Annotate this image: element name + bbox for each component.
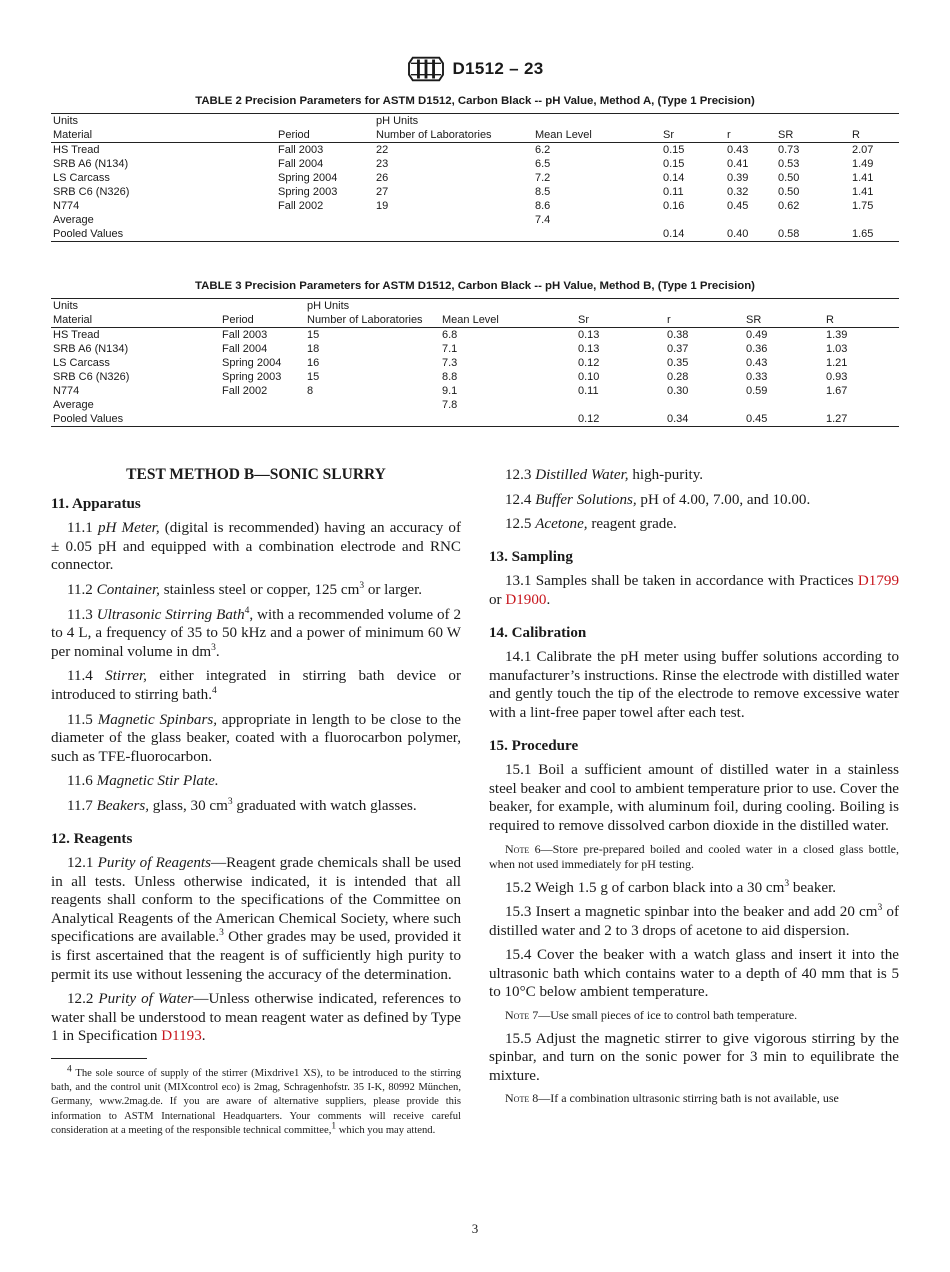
table-cell [374, 227, 533, 242]
table-cell [850, 114, 899, 129]
table-cell: 0.35 [667, 357, 689, 369]
table-cell: HS Tread [53, 329, 100, 341]
table-cell: 8.6 [535, 200, 551, 212]
heading-12: 12. Reagents [51, 830, 133, 847]
table-cell: 0.40 [727, 228, 749, 240]
table-cell [305, 398, 440, 412]
para-15-2: 15.2 Weigh 1.5 g of carbon black into a 30 $cm^3$ beaker. [505, 878, 837, 896]
table-cell: 0.37 [667, 343, 689, 355]
table-cell [661, 213, 725, 227]
heading-13: 13. Sampling [489, 548, 573, 565]
table-cell: SRB C6 (N326) [53, 371, 130, 383]
table-cell: 0.14 [663, 228, 685, 240]
table-cell [440, 412, 576, 427]
table-cell: 15 [307, 329, 320, 341]
table-cell [276, 114, 374, 129]
table-cell: 6.8 [442, 329, 458, 341]
table-cell: Units [53, 300, 79, 312]
table-cell: 0.45 [746, 413, 768, 425]
para-15-4: 15.4 Cover the beaker with a watch glass and insert it into the ultrasonic bath which contains water to a depth of 40 mm that is 5 to 10°C below ambient temperature. [489, 947, 899, 1001]
para-11-1: 11.1 pH Meter, (digital is recommended) having an accuracy of ± 0.05 pH and equipped with a combination electrode and RNC connector. [51, 520, 461, 574]
para-11-3: 11.3 Ultrasonic Stirring Bath$^4$, with a recommended volume of 2 to 4 L, a frequency of 35 to 50 kHz and a power of minimum 60 W per nominal volume in $dm^3$. [51, 605, 461, 660]
table-cell: 0.38 [667, 329, 689, 341]
table-cell [725, 114, 776, 129]
table-cell [725, 213, 776, 227]
table-cell: 0.13 [578, 329, 600, 341]
table-cell: Mean Level [533, 128, 661, 143]
table-cell [276, 213, 374, 227]
table-cell: 1.75 [852, 200, 874, 212]
note-6: Note 6—Store pre-prepared boiled and cooled water in a closed glass bottle, when not used immediately for pH testing. [489, 841, 899, 871]
table-cell: 8.5 [535, 186, 551, 198]
table-row [51, 384, 899, 398]
para-12-4: 12.4 Buffer Solutions, pH of 4.00, 7.00, and 10.00. [505, 491, 811, 508]
table-cell: r [725, 128, 776, 143]
table-cell: 0.59 [746, 385, 768, 397]
table-cell [533, 114, 661, 129]
table-row [51, 328, 899, 343]
table-cell: pH Units [376, 115, 419, 127]
table-cell: Period [276, 128, 374, 143]
table-cell: Number of Laboratories [305, 313, 440, 328]
footnote-ref-4: 4 [244, 605, 250, 616]
table-cell: 15 [307, 371, 320, 383]
table-row [51, 171, 899, 185]
table-cell [220, 412, 305, 427]
table-cell: 0.11 [663, 186, 684, 198]
table-row [51, 213, 899, 227]
table-cell [220, 299, 305, 314]
table-cell: Material [51, 313, 220, 328]
table-cell [374, 213, 533, 227]
table-cell: 0.14 [663, 172, 685, 184]
table-cell: 0.13 [578, 343, 600, 355]
table-cell [824, 398, 899, 412]
table-cell: 0.50 [778, 172, 800, 184]
table-cell: Sr [576, 313, 665, 328]
table-cell [665, 299, 744, 314]
table-cell: 0.43 [727, 144, 749, 156]
table-cell: Spring 2003 [278, 186, 338, 198]
table-2-grid [51, 113, 899, 242]
table-cell: 0.16 [663, 200, 685, 212]
document-id: D1512 – 23 [452, 59, 544, 78]
table-row [51, 342, 899, 356]
table-cell: Fall 2004 [222, 343, 268, 355]
table-cell: 19 [376, 200, 389, 212]
table-cell: LS Carcass [53, 357, 110, 369]
table-cell: SRB A6 (N134) [53, 343, 129, 355]
table-3-title: TABLE 3 Precision Parameters for ASTM D1512, Carbon Black -- pH Value, Method B, (Type 1 Precision) [195, 280, 755, 292]
table-cell: 1.41 [852, 172, 874, 184]
footnote-4: $^4$ The sole source of supply of the stirrer (Mixdrive1 XS), to be introduced to the stirring bath, and the control unit (MIXcontrol eco) is 2mag, Schragenhofstr. 35 I-K, 80992 München, Germany, www.2mag.de. If you are aware of alternative suppliers, please provide this information to ASTM International Headquarters. Your comments will receive careful consideration at a meeting of the responsible technical committee,$^1$ which you may attend. [51, 1064, 461, 1136]
table-cell [440, 299, 576, 314]
table-row [51, 370, 899, 384]
table-cell: HS Tread [53, 144, 100, 156]
table-cell: 23 [376, 158, 389, 170]
table-row [51, 185, 899, 199]
table-cell: 1.39 [826, 329, 848, 341]
table-header-row [51, 128, 899, 143]
table-cell: 0.50 [778, 186, 800, 198]
para-12-3: 12.3 Distilled Water, high-purity. [505, 467, 704, 483]
table-cell [665, 398, 744, 412]
table-cell: 7.8 [442, 399, 458, 411]
table-cell: LS Carcass [53, 172, 110, 184]
table-2-title: TABLE 2 Precision Parameters for ASTM D1512, Carbon Black -- pH Value, Method A, (Type 1 Precision) [195, 95, 755, 107]
table-cell [533, 227, 661, 242]
table-cell [744, 299, 824, 314]
heading-11: 11. Apparatus [51, 495, 141, 512]
table-cell: 0.62 [778, 200, 800, 212]
heading-15: 15. Procedure [489, 737, 579, 754]
table-cell: Pooled Values [53, 413, 124, 425]
table-cell: 0.53 [778, 158, 800, 170]
para-12-1: 12.1 Purity of Reagents—Reagent grade chemicals shall be used in all tests. Unless otherwise indicated, it is intended that all reagents shall conform to the specifications of the Committee on Analytical Reagents of the American Chemical Society, where such specifications are available.$^3$ Other grades may be used, provided it is first ascertained that the reagent is of sufficiently high purity to permit its use without lessening the accuracy of the determination. [51, 855, 462, 983]
section-title: TEST METHOD B—SONIC SLURRY [126, 466, 386, 483]
astm-logo-icon [407, 52, 445, 86]
table-cell: 9.1 [442, 385, 458, 397]
para-11-4: 11.4 Stirrer, either integrated in stirring bath device or introduced to stirring bath.$^4$ [51, 668, 461, 703]
document-header [0, 52, 950, 86]
table-cell: pH Units [307, 300, 350, 312]
table-cell: 7.1 [442, 343, 458, 355]
table-cell: 0.10 [578, 371, 600, 383]
table-cell: r [665, 313, 744, 328]
page-number: 3 [471, 1221, 479, 1236]
table-cell: 1.49 [852, 158, 874, 170]
table-2 [51, 95, 899, 242]
table-cell: 0.15 [663, 144, 685, 156]
para-13-1: 13.1 Samples shall be taken in accordance with Practices D1799 or D1900. [489, 573, 899, 608]
para-11-5: 11.5 Magnetic Spinbars, appropriate in length to be close to the diameter of the glass beaker, coated with a fluorocarbon polymer, such as TFE-fluorocarbon. [51, 711, 461, 765]
table-cell: 0.49 [746, 329, 768, 341]
table-row [51, 143, 899, 158]
para-14-1: 14.1 Calibrate the pH meter using buffer solutions according to manufacturer’s instructions. Rinse the electrode with distilled water and gently touch the tip of the electrode to remove excessive water with a lint-free paper towel after each test. [489, 649, 899, 721]
table-cell [850, 213, 899, 227]
table-cell: 18 [307, 343, 320, 355]
table-cell: SRB A6 (N134) [53, 158, 129, 170]
table-cell: 0.15 [663, 158, 685, 170]
table-header-row [51, 114, 899, 129]
table-cell: 0.43 [746, 357, 768, 369]
table-cell [661, 114, 725, 129]
table-row [51, 227, 899, 242]
footnote-divider [51, 1058, 147, 1059]
table-cell: 27 [376, 186, 389, 198]
table-cell: 6.5 [535, 158, 551, 170]
table-cell: 8.8 [442, 371, 458, 383]
table-cell: 1.67 [826, 385, 848, 397]
table-cell: 0.12 [578, 413, 600, 425]
table-cell: 1.41 [852, 186, 874, 198]
table-cell: Fall 2003 [278, 144, 324, 156]
para-11-6: 11.6 Magnetic Stir Plate. [67, 773, 219, 790]
link-d1900[interactable]: D1900 [505, 591, 547, 608]
table-cell [776, 114, 850, 129]
table-cell: 0.28 [667, 371, 689, 383]
table-cell [276, 227, 374, 242]
table-row [51, 412, 899, 427]
table-cell: N774 [53, 200, 80, 212]
table-cell: 0.36 [746, 343, 768, 355]
table-cell: 1.21 [826, 357, 848, 369]
table-cell: 0.41 [727, 158, 749, 170]
para-12-2: 12.2 Purity of Water—Unless otherwise indicated, references to water shall be understood to mean reagent water as defined by Type 1 in Specification D1193. [51, 991, 462, 1045]
table-cell: Fall 2003 [222, 329, 268, 341]
table-cell: SR [744, 313, 824, 328]
note-8: Note 8—If a combination ultrasonic stirring bath is not available, use [505, 1091, 839, 1106]
para-15-5: 15.5 Adjust the magnetic stirrer to give vigorous stirring by the spinbar, and turn on the sonic power for 3 min to equilibrate the mixture. [489, 1030, 899, 1084]
table-cell: Pooled Values [53, 228, 124, 240]
table-cell: Fall 2002 [222, 385, 268, 397]
table-cell: Spring 2004 [278, 172, 338, 184]
table-row [51, 398, 899, 412]
para-15-1: 15.1 Boil a sufficient amount of distilled water in a stainless steel beaker and cool to ambient temperature prior to use. Cover the beaker, for example, with aluminum foil, during cooling. Boiling is required to remove dissolved carbon dioxide in the distilled water. [489, 762, 899, 834]
table-cell: Material [51, 128, 276, 143]
table-row [51, 157, 899, 171]
table-cell: Sr [661, 128, 725, 143]
table-cell: Fall 2004 [278, 158, 324, 170]
table-header-row [51, 299, 899, 314]
table-cell [576, 398, 665, 412]
table-cell: R [850, 128, 899, 143]
para-12-5: 12.5 Acetone, reagent grade. [505, 516, 677, 533]
table-cell: 22 [376, 144, 389, 156]
table-cell: SR [776, 128, 850, 143]
table-3 [51, 280, 899, 427]
table-cell [576, 299, 665, 314]
table-cell: 0.33 [746, 371, 768, 383]
table-cell: 0.93 [826, 371, 848, 383]
table-cell [776, 213, 850, 227]
table-cell: Spring 2003 [222, 371, 282, 383]
table-cell: 0.39 [727, 172, 749, 184]
table-cell: 1.27 [826, 413, 848, 425]
table-cell: Fall 2002 [278, 200, 324, 212]
table-cell: Period [220, 313, 305, 328]
link-d1193[interactable]: D1193 [161, 1028, 202, 1045]
table-cell: Number of Laboratories [374, 128, 533, 143]
table-cell: 26 [376, 172, 389, 184]
left-column [51, 464, 461, 1138]
table-cell: N774 [53, 385, 80, 397]
table-header-row [51, 313, 899, 328]
table-cell: 0.58 [778, 228, 800, 240]
table-cell: 0.34 [667, 413, 689, 425]
table-cell: Average [53, 214, 94, 226]
table-cell: 7.3 [442, 357, 458, 369]
table-cell: 0.32 [727, 186, 749, 198]
table-cell: R [824, 313, 899, 328]
table-cell [824, 299, 899, 314]
right-column [489, 466, 899, 1113]
table-cell: 6.2 [535, 144, 551, 156]
link-d1799[interactable]: D1799 [857, 573, 899, 590]
table-cell: Spring 2004 [222, 357, 282, 369]
para-15-3: 15.3 Insert a magnetic spinbar into the beaker and add 20 $cm^3$ of distilled water and 2 to 3 drops of acetone to aid dispersion. [489, 903, 899, 939]
table-cell: 0.11 [578, 385, 599, 397]
table-cell: 0.73 [778, 144, 800, 156]
note-7: Note 7—Use small pieces of ice to control bath temperature. [505, 1008, 798, 1023]
para-11-2: 11.2 Container, stainless steel or copper, 125 $cm^3$ or larger. [67, 580, 423, 598]
table-cell: Average [53, 399, 94, 411]
table-cell: 2.07 [852, 144, 874, 156]
table-cell [744, 398, 824, 412]
heading-14: 14. Calibration [489, 624, 587, 641]
table-cell: Mean Level [440, 313, 576, 328]
footnote-ref-4: 4 [211, 685, 217, 696]
table-cell: SRB C6 (N326) [53, 186, 130, 198]
table-cell: 0.30 [667, 385, 689, 397]
table-cell: 7.4 [535, 214, 551, 226]
table-cell: 8 [307, 385, 314, 397]
table-cell: 7.2 [535, 172, 551, 184]
table-cell: Units [53, 115, 79, 127]
table-row [51, 356, 899, 370]
table-row [51, 199, 899, 213]
table-3-grid [51, 298, 899, 427]
table-cell: 1.03 [826, 343, 848, 355]
table-cell [305, 412, 440, 427]
table-cell: 16 [307, 357, 320, 369]
table-cell: 1.65 [852, 228, 874, 240]
table-cell [220, 398, 305, 412]
table-cell: 0.12 [578, 357, 600, 369]
table-cell: 0.45 [727, 200, 749, 212]
para-11-7: 11.7 Beakers, glass, 30 $cm^3$ graduated with watch glasses. [67, 796, 417, 814]
